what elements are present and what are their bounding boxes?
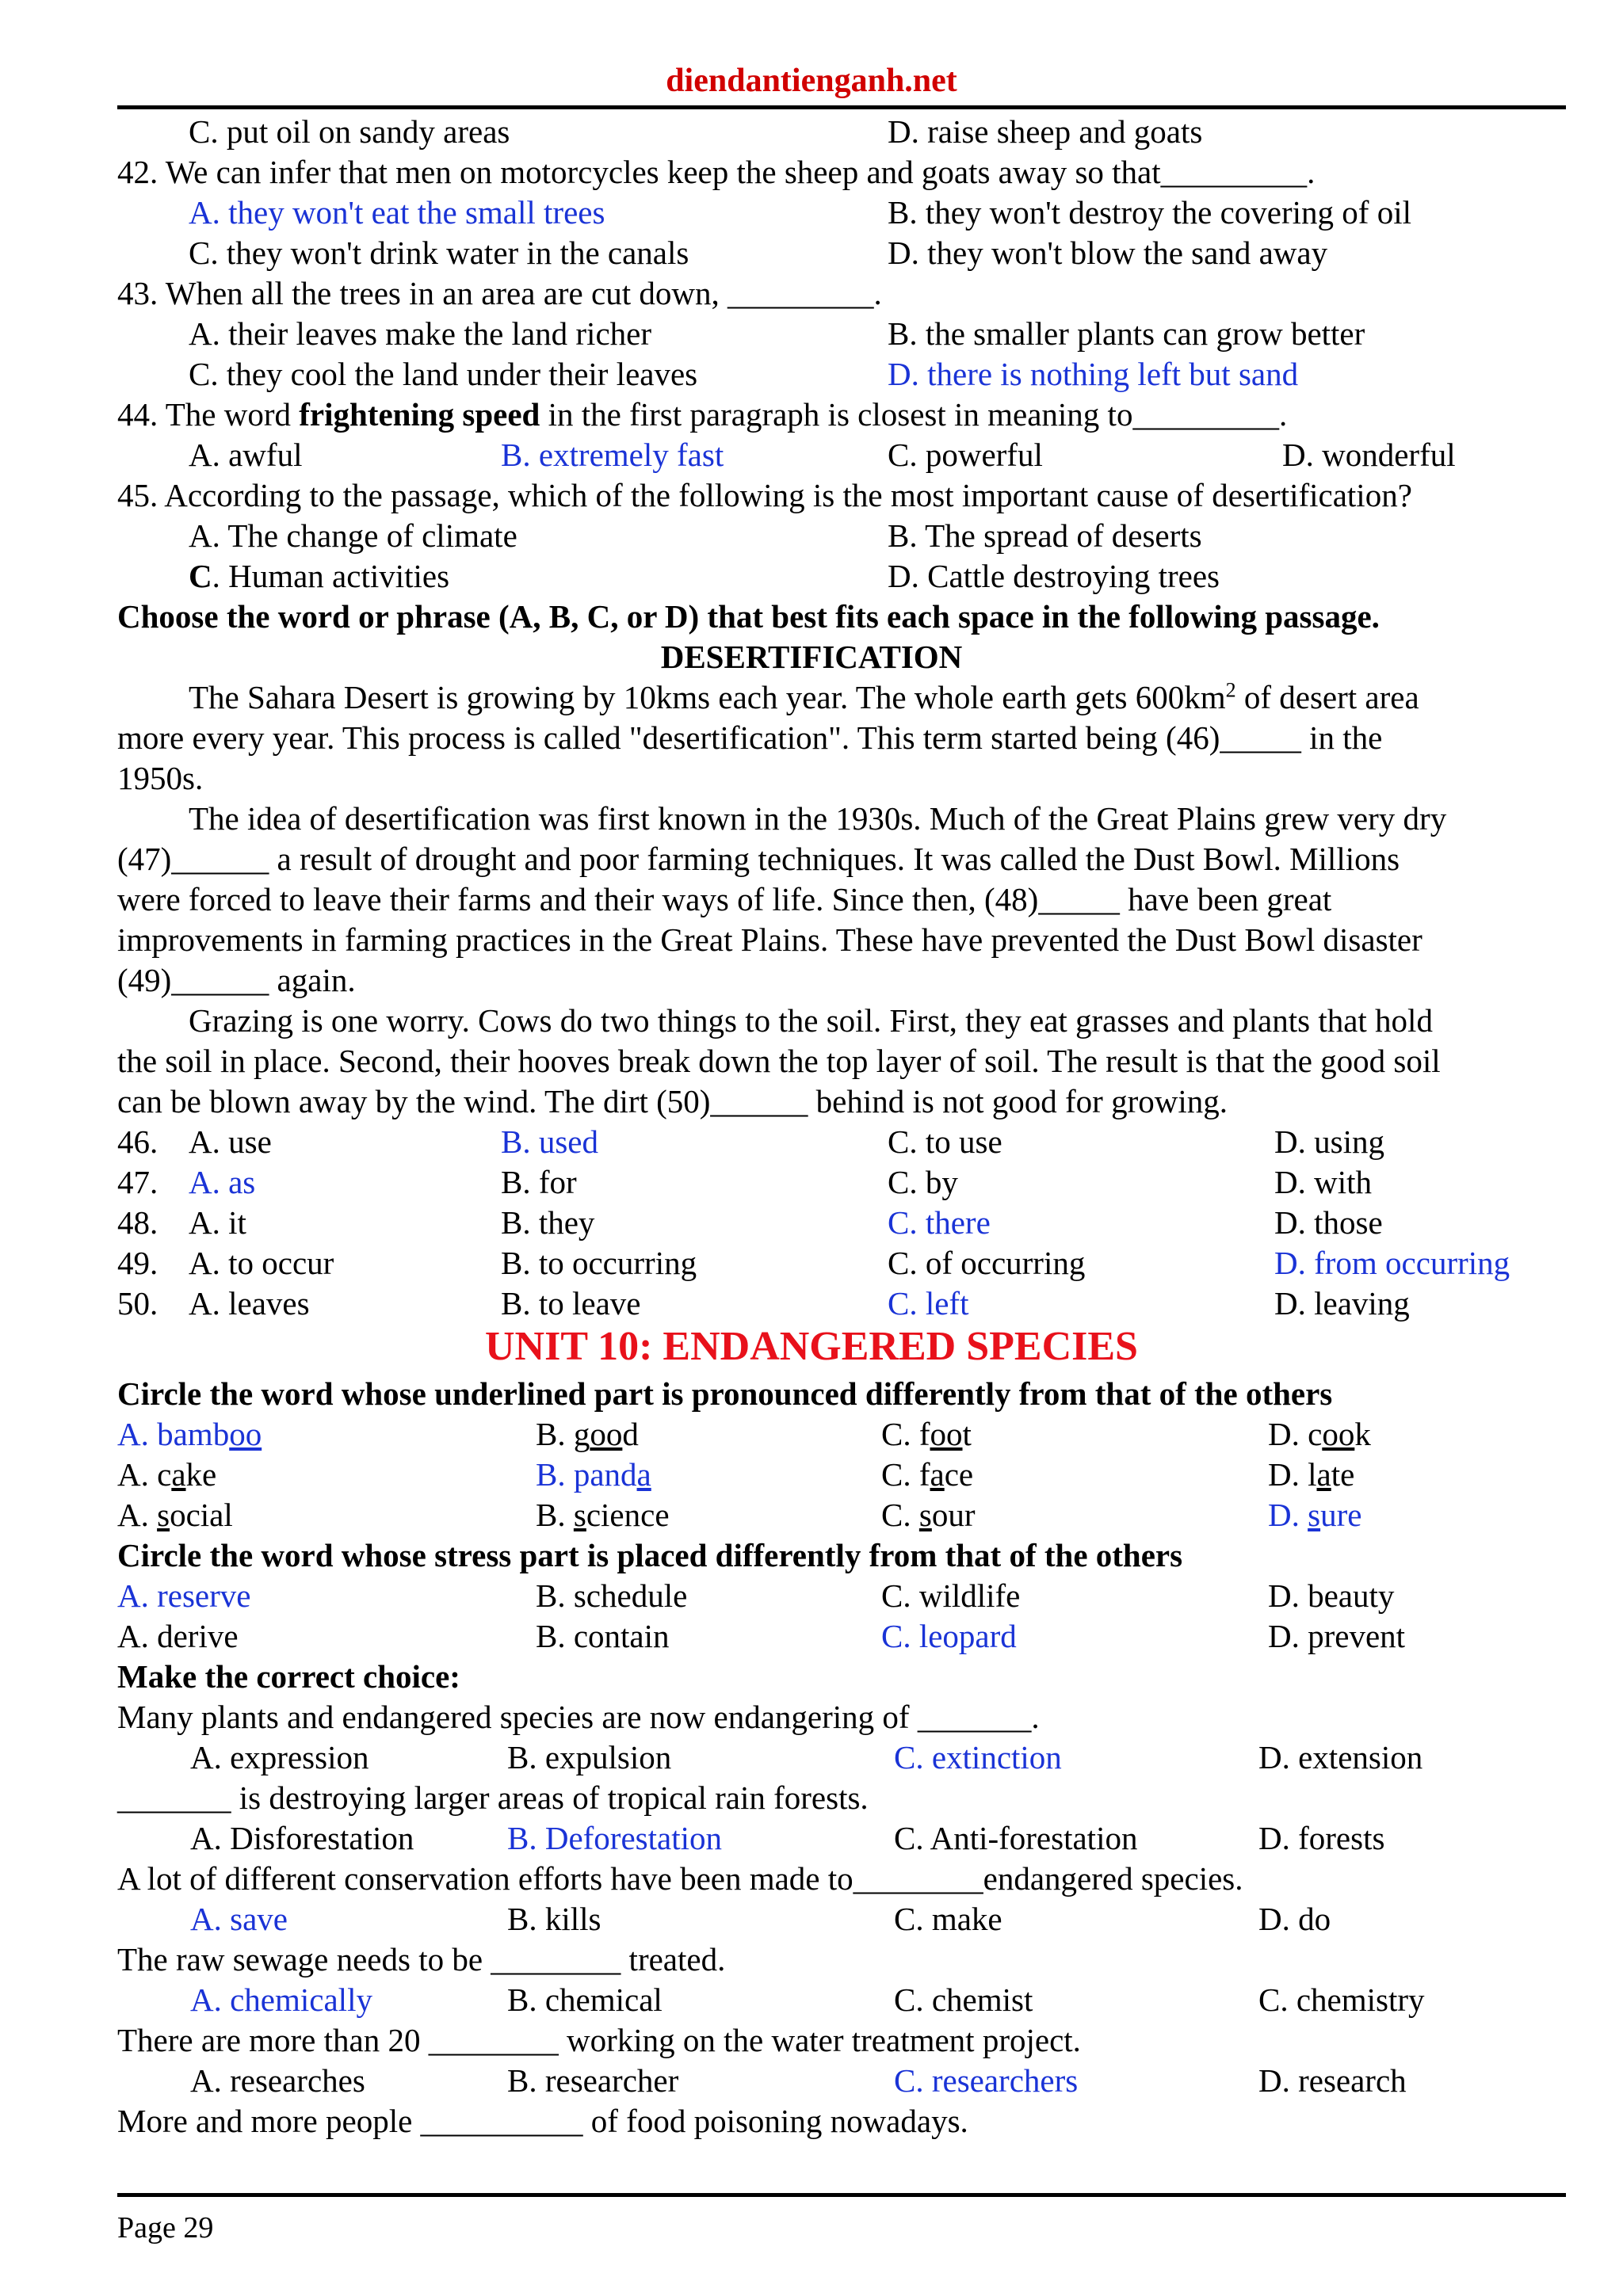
choice-option-d: D. extension xyxy=(1258,1739,1423,1775)
pron-option-a: A. bamboo xyxy=(117,1416,262,1452)
pron-option-d: D. late xyxy=(1268,1456,1355,1493)
choice-q2-options xyxy=(0,1817,1623,1859)
stress-option-a: A. reserve xyxy=(117,1577,251,1614)
choice-q6-stem: More and more people __________ of food poisoning nowadays. xyxy=(117,2103,968,2139)
answer-option-d: D. from occurring xyxy=(1274,1245,1510,1281)
choice-q3-options xyxy=(0,1898,1623,1939)
choice-option-d: C. chemistry xyxy=(1258,1981,1425,2018)
answer-option-d: D. using xyxy=(1274,1123,1384,1160)
choice-q3-stem-row xyxy=(0,1858,1623,1899)
q45-option-c: C. Human activities xyxy=(189,558,450,594)
stress-option-b: B. schedule xyxy=(536,1577,688,1614)
stress-row-2 xyxy=(0,1615,1623,1657)
cloze-title-row xyxy=(0,636,1623,677)
answer-number: 48. xyxy=(117,1204,158,1241)
answer-option-d: D. those xyxy=(1274,1204,1383,1241)
choice-q1-stem-row xyxy=(0,1696,1623,1737)
q44-option-b: B. extremely fast xyxy=(501,437,724,473)
answer-option-c: C. to use xyxy=(888,1123,1002,1160)
q41-option-c: C. put oil on sandy areas xyxy=(189,113,510,150)
answer-number: 47. xyxy=(117,1164,158,1200)
q45-row-ab xyxy=(0,515,1623,556)
pron-option-b: B. science xyxy=(536,1497,670,1533)
choice-q5-options xyxy=(0,2060,1623,2101)
q45-option-b: B. The spread of deserts xyxy=(888,517,1202,554)
choice-option-b: B. chemical xyxy=(507,1981,663,2018)
choice-option-c: C. chemist xyxy=(894,1981,1033,2018)
choice-option-c: C. researchers xyxy=(894,2062,1079,2099)
answer-option-c: C. of occurring xyxy=(888,1245,1086,1281)
answer-option-b: B. used xyxy=(501,1123,598,1160)
q43-row-ab xyxy=(0,313,1623,354)
stress-instruction: Circle the word whose stress part is placed differently from that of the others xyxy=(117,1537,1183,1573)
stress-option-d: D. beauty xyxy=(1268,1577,1395,1614)
page-number: Page 29 xyxy=(117,2211,214,2245)
unit-title: UNIT 10: ENDANGERED SPECIES xyxy=(485,1324,1138,1369)
answer-option-b: B. they xyxy=(501,1204,595,1241)
q44-stem-row xyxy=(0,394,1623,435)
q45-option-a: A. The change of climate xyxy=(189,517,517,554)
pronunciation-row-3 xyxy=(0,1494,1623,1535)
passage-line-7: improvements in farming practices in the Great Plains. These have prevented the Dust Bowl disaster xyxy=(117,921,1423,958)
q43-option-a: A. their leaves make the land richer xyxy=(189,315,651,352)
answer-number: 49. xyxy=(117,1245,158,1281)
q45-row-cd xyxy=(0,555,1623,597)
answer-row-49 xyxy=(0,1242,1623,1283)
pronunciation-row-1 xyxy=(0,1413,1623,1455)
passage-line-3: 1950s. xyxy=(117,760,204,796)
answer-row-48 xyxy=(0,1202,1623,1243)
choice-option-b: B. researcher xyxy=(507,2062,679,2099)
choice-option-a: A. researches xyxy=(190,2062,365,2099)
passage-line-4: The idea of desertification was first known in the 1930s. Much of the Great Plains grew very dry xyxy=(189,800,1447,837)
answer-option-b: B. to leave xyxy=(501,1285,641,1322)
passage-line-9: Grazing is one worry. Cows do two things to the soil. First, they eat grasses and plants that hold xyxy=(189,1002,1433,1039)
q44-options-row xyxy=(0,434,1623,475)
q44-option-d: D. wonderful xyxy=(1282,437,1456,473)
q42-row-ab xyxy=(0,192,1623,233)
pron-option-a: A. cake xyxy=(117,1456,217,1493)
q44-option-a: A. awful xyxy=(189,437,303,473)
q43-row-cd xyxy=(0,353,1623,395)
pron-option-a: A. social xyxy=(117,1497,233,1533)
q41-option-d: D. raise sheep and goats xyxy=(888,113,1203,150)
answer-option-d: D. leaving xyxy=(1274,1285,1410,1322)
choice-q1-options xyxy=(0,1737,1623,1778)
q42-stem-row xyxy=(0,151,1623,193)
choice-q3-stem: A lot of different conservation efforts have been made to________endangered species. xyxy=(117,1860,1243,1897)
choice-q4-options xyxy=(0,1979,1623,2020)
footer-rule xyxy=(117,2193,1566,2197)
choice-option-a: A. expression xyxy=(190,1739,369,1775)
q43-stem: 43. When all the trees in an area are cut down, _________. xyxy=(117,275,882,311)
choice-instruction: Make the correct choice: xyxy=(117,1658,460,1695)
passage-title: DESERTIFICATION xyxy=(660,639,963,675)
q41-row xyxy=(0,111,1623,152)
answer-option-b: B. to occurring xyxy=(501,1245,697,1281)
choice-option-a: A. save xyxy=(190,1901,288,1937)
q42-option-a: A. they won't eat the small trees xyxy=(189,194,605,231)
answer-option-a: A. it xyxy=(189,1204,246,1241)
answer-option-a: A. to occur xyxy=(189,1245,334,1281)
answer-row-47 xyxy=(0,1161,1623,1203)
passage-line-5: (47)______ a result of drought and poor farming techniques. It was called the Dust Bowl. Millions xyxy=(117,841,1400,877)
choice-option-a: A. Disforestation xyxy=(190,1820,414,1856)
passage-line-8: (49)______ again. xyxy=(117,962,356,998)
passage-line-1: The Sahara Desert is growing by 10kms each year. The whole earth gets $600km^2$ of desert area xyxy=(189,678,1419,715)
unit-title-row xyxy=(0,1325,1623,1371)
cloze-instruction: Choose the word or phrase (A, B, C, or D) that best fits each space in the following passage. xyxy=(117,598,1380,635)
stress-row-1 xyxy=(0,1575,1623,1616)
answer-option-c: C. left xyxy=(888,1285,969,1322)
q43-option-b: B. the smaller plants can grow better xyxy=(888,315,1365,352)
pron-option-b: B. good xyxy=(536,1416,639,1452)
choice-option-c: C. Anti-forestation xyxy=(894,1820,1138,1856)
pron-option-c: C. foot xyxy=(881,1416,972,1452)
choice-option-b: B. expulsion xyxy=(507,1739,672,1775)
passage-line-6: were forced to leave their farms and their ways of life. Since then, (48)_____ have been great xyxy=(117,881,1332,917)
q45-option-d: D. Cattle destroying trees xyxy=(888,558,1220,594)
header-rule xyxy=(117,105,1566,109)
choice-q2-stem-row xyxy=(0,1777,1623,1818)
site-header: diendantienganh.net xyxy=(666,63,957,99)
q42-option-c: C. they won't drink water in the canals xyxy=(189,235,689,271)
q42-row-cd xyxy=(0,232,1623,273)
choice-option-c: C. extinction xyxy=(894,1739,1062,1775)
q42-option-d: D. they won't blow the sand away xyxy=(888,235,1328,271)
stress-option-b: B. contain xyxy=(536,1618,670,1654)
q43-option-c: C. they cool the land under their leaves xyxy=(189,356,698,392)
choice-q2-stem: _______ is destroying larger areas of tropical rain forests. xyxy=(117,1779,869,1816)
answer-row-46 xyxy=(0,1121,1623,1162)
choice-option-b: B. kills xyxy=(507,1901,601,1937)
stress-instruction-row xyxy=(0,1535,1623,1576)
passage-line-11: can be blown away by the wind. The dirt (50)______ behind is not good for growing. xyxy=(117,1083,1228,1119)
q44-stem: 44. The word frightening speed in the first paragraph is closest in meaning to_________. xyxy=(117,396,1288,433)
choice-option-d: D. research xyxy=(1258,2062,1407,2099)
choice-option-d: D. forests xyxy=(1258,1820,1385,1856)
answer-option-d: D. with xyxy=(1274,1164,1372,1200)
pron-option-b: B. panda xyxy=(536,1456,651,1493)
choice-q5-stem-row xyxy=(0,2019,1623,2061)
choice-q4-stem: The raw sewage needs to be ________ treated. xyxy=(117,1941,726,1978)
q45-stem-row xyxy=(0,475,1623,516)
answer-row-50 xyxy=(0,1283,1623,1324)
pron-option-c: C. sour xyxy=(881,1497,976,1533)
choice-q4-stem-row xyxy=(0,1939,1623,1980)
passage-line-10: the soil in place. Second, their hooves break down the top layer of soil. The result is that the good soil xyxy=(117,1043,1441,1079)
answer-option-a: A. use xyxy=(189,1123,272,1160)
choice-q5-stem: There are more than 20 ________ working on the water treatment project. xyxy=(117,2022,1081,2058)
pronunciation-instruction: Circle the word whose underlined part is pronounced differently from that of the others xyxy=(117,1375,1333,1412)
pron-option-c: C. face xyxy=(881,1456,974,1493)
cloze-instruction-row xyxy=(0,596,1623,637)
pron-option-d: D. cook xyxy=(1268,1416,1371,1452)
choice-instruction-row xyxy=(0,1656,1623,1697)
choice-q1-stem: Many plants and endangered species are now endangering of _______. xyxy=(117,1699,1040,1735)
stress-option-a: A. derive xyxy=(117,1618,239,1654)
answer-number: 50. xyxy=(117,1285,158,1322)
pronunciation-instruction-row xyxy=(0,1373,1623,1414)
pronunciation-row-2 xyxy=(0,1454,1623,1495)
q42-option-b: B. they won't destroy the covering of oil xyxy=(888,194,1411,231)
choice-option-d: D. do xyxy=(1258,1901,1331,1937)
answer-option-c: C. there xyxy=(888,1204,991,1241)
answer-option-c: C. by xyxy=(888,1164,958,1200)
stress-option-d: D. prevent xyxy=(1268,1618,1406,1654)
q44-option-c: C. powerful xyxy=(888,437,1043,473)
stress-option-c: C. leopard xyxy=(881,1618,1017,1654)
choice-option-b: B. Deforestation xyxy=(507,1820,722,1856)
passage-line-2: more every year. This process is called "desertification". This term started being (46)_____ in the xyxy=(117,719,1383,756)
q45-stem: 45. According to the passage, which of the following is the most important cause of desertification? xyxy=(117,477,1412,513)
q43-stem-row xyxy=(0,273,1623,314)
pron-option-d: D. sure xyxy=(1268,1497,1362,1533)
choice-option-c: C. make xyxy=(894,1901,1002,1937)
stress-option-c: C. wildlife xyxy=(881,1577,1021,1614)
choice-q6-stem-row xyxy=(0,2100,1623,2142)
answer-number: 46. xyxy=(117,1123,158,1160)
answer-option-a: A. as xyxy=(189,1164,256,1200)
answer-option-b: B. for xyxy=(501,1164,577,1200)
answer-option-a: A. leaves xyxy=(189,1285,310,1322)
choice-option-a: A. chemically xyxy=(190,1981,372,2018)
q43-option-d: D. there is nothing left but sand xyxy=(888,356,1299,392)
q42-stem: 42. We can infer that men on motorcycles keep the sheep and goats away so that_________. xyxy=(117,154,1316,190)
